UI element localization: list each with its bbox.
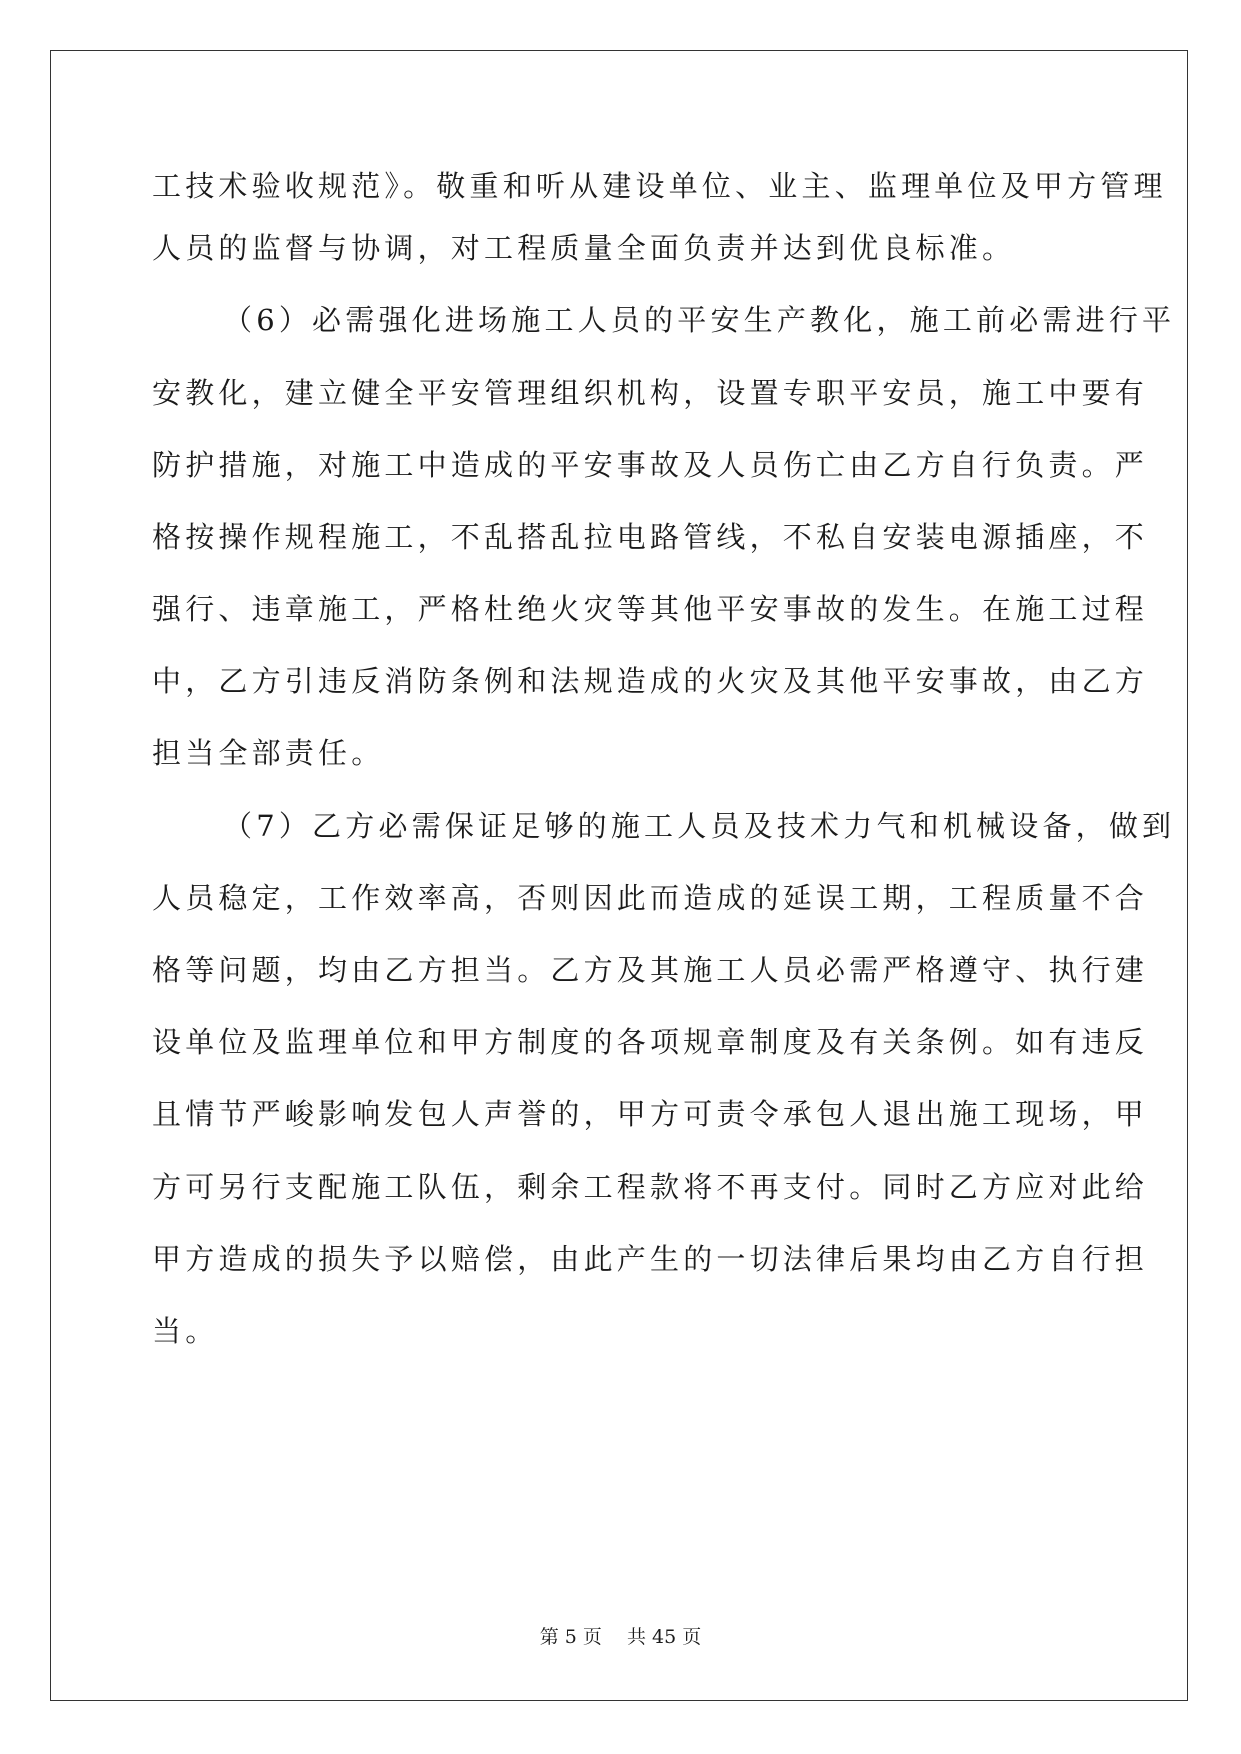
- text-line: 防护措施，对施工中造成的平安事故及人员伤亡由乙方自行负责。严: [152, 448, 1149, 482]
- text-line: 担当全部责任。: [152, 736, 385, 770]
- text-line: 人员的监督与协调，对工程质量全面负责并达到优良标准。: [152, 231, 1016, 265]
- text-line: 格等问题，均由乙方担当。乙方及其施工人员必需严格遵守、执行建: [152, 953, 1149, 987]
- text-line: 人员稳定，工作效率高，否则因此而造成的延误工期，工程质量不合: [152, 881, 1149, 915]
- text-line: 且情节严峻影响发包人声誉的，甲方可责令承包人退出施工现场，甲: [152, 1097, 1149, 1131]
- paragraph-6-start: （6）必需强化进场施工人员的平安生产教化，施工前必需进行平: [223, 303, 1176, 337]
- text-line: 中，乙方引违反消防条例和法规造成的火灾及其他平安事故，由乙方: [152, 664, 1149, 698]
- text-line: 强行、违章施工，严格杜绝火灾等其他平安事故的发生。在施工过程: [152, 592, 1149, 626]
- paragraph-7-start: （7）乙方必需保证足够的施工人员及技术力气和机械设备，做到: [223, 809, 1176, 843]
- page-number-footer: 第 5 页 共 45 页: [539, 1626, 702, 1648]
- text-line: 格按操作规程施工，不乱搭乱拉电路管线，不私自安装电源插座，不: [152, 520, 1149, 554]
- text-line: 甲方造成的损失予以赔偿，由此产生的一切法律后果均由乙方自行担: [152, 1242, 1149, 1276]
- text-line: 设单位及监理单位和甲方制度的各项规章制度及有关条例。如有违反: [152, 1025, 1149, 1059]
- text-line: 工技术验收规范》。敬重和听从建设单位、业主、监理单位及甲方管理: [152, 169, 1167, 203]
- text-line: 方可另行支配施工队伍，剩余工程款将不再支付。同时乙方应对此给: [152, 1170, 1149, 1204]
- text-line: 当。: [152, 1314, 219, 1348]
- text-line: 安教化，建立健全平安管理组织机构，设置专职平安员，施工中要有: [152, 376, 1149, 410]
- page-border: [50, 50, 1188, 1701]
